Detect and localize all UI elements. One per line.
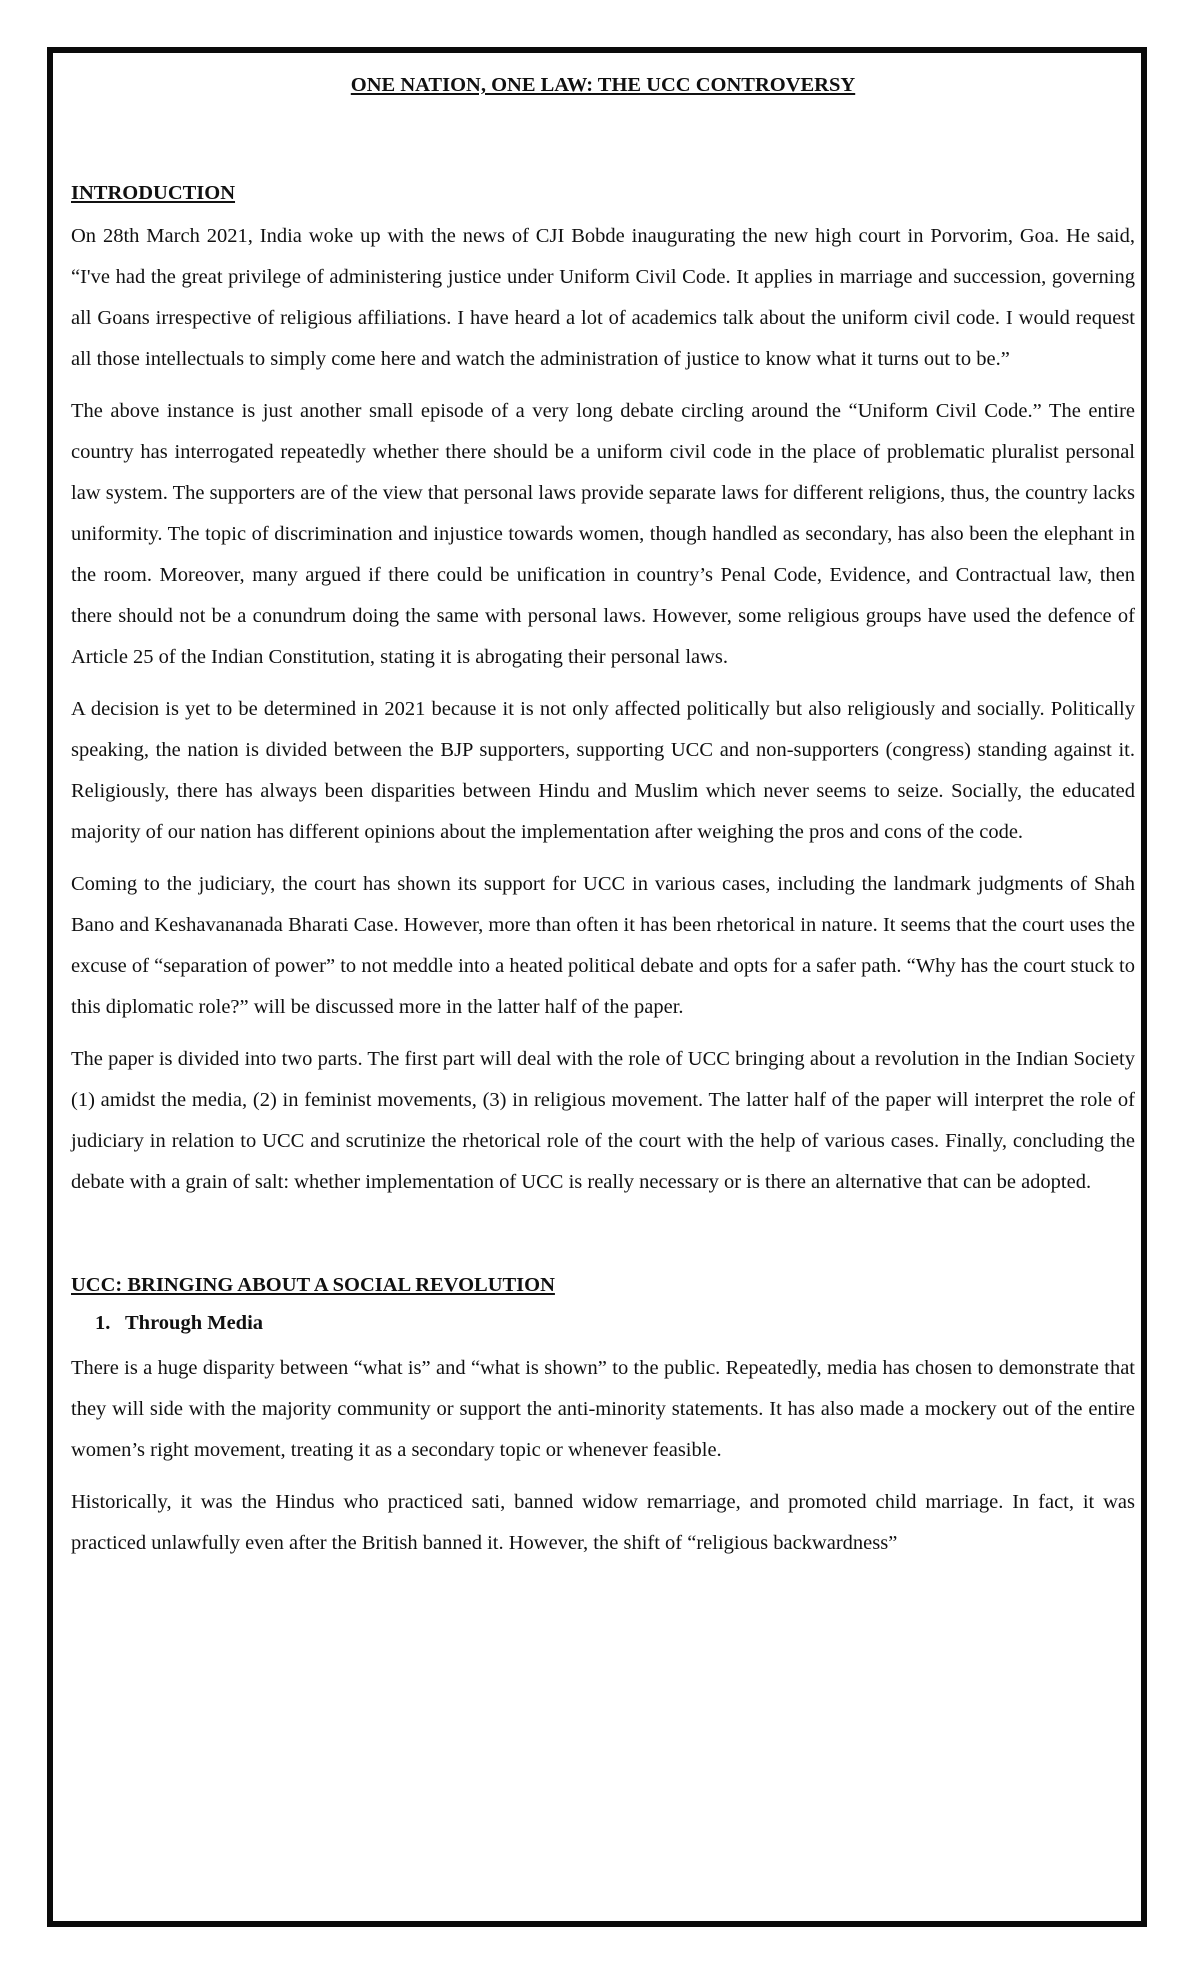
section-spacer bbox=[71, 1214, 1135, 1270]
introduction-heading: INTRODUCTION bbox=[71, 182, 236, 204]
social-revolution-heading: UCC: BRINGING ABOUT A SOCIAL REVOLUTION bbox=[71, 1274, 555, 1296]
subsection-heading bbox=[71, 1308, 1135, 1338]
media-paragraph-2: Historically, it was the Hindus who practiced sati, banned widow remarriage, and promoted child marriage. In fact, it was practiced unlawfully even after the British banned it. However, the shift of “religious backwardness” bbox=[71, 1491, 1135, 1554]
intro-paragraph-1: On 28th March 2021, India woke up with the news of CJI Bobde inaugurating the new high court in Porvorim, Goa. He said, “I've had the great privilege of administering justice under Uniform Civil Code. It applies in marriage and succession, governing all Goans irrespective of religious affiliations. I have heard a lot of academics talk about the uniform civil code. I would request all those intellectuals to simply come here and watch the administration of justice to know what it turns out to be.” bbox=[71, 225, 1135, 370]
intro-paragraph-2: The above instance is just another small episode of a very long debate circling around the “Uniform Civil Code.” The entire country has interrogated repeatedly whether there should be a uniform civil code in the place of problematic pluralist personal law system. The supporters are of the view that personal laws provide separate laws for different religions, thus, the country lacks uniformity. The topic of discrimination and injustice towards women, though handled as secondary, has also been the elephant in the room. Moreover, many argued if there could be unification in country’s Penal Code, Evidence, and Contractual law, then there should not be a conundrum doing the same with personal laws. However, some religious groups have used the defence of Article 25 of the Indian Constitution, stating it is abrogating their personal laws. bbox=[71, 400, 1135, 668]
document-body bbox=[71, 70, 1135, 1575]
document-title: ONE NATION, ONE LAW: THE UCC CONTROVERSY bbox=[350, 74, 856, 96]
subsection-title: Through Media bbox=[125, 1312, 264, 1334]
subsection-number: 1. bbox=[95, 1312, 111, 1334]
intro-paragraph-3: A decision is yet to be determined in 2021 because it is not only affected politically but also religiously and socially. Politically speaking, the nation is divided between the BJP supporters, supporting UCC and non-supporters (congress) standing against it. Religiously, there has always been disparities between Hindu and Muslim which never seems to seize. Socially, the educated majority of our nation has different opinions about the implementation after weighing the pros and cons of the code. bbox=[71, 698, 1135, 843]
intro-paragraph-5: The paper is divided into two parts. The first part will deal with the role of UCC bringing about a revolution in the Indian Society (1) amidst the media, (2) in feminist movements, (3) in religious movement. The latter half of the paper will interpret the role of judiciary in relation to UCC and scrutinize the rhetorical role of the court with the help of various cases. Finally, concluding the debate with a grain of salt: whether implementation of UCC is really necessary or is there an alternative that can be adopted. bbox=[71, 1048, 1135, 1193]
intro-paragraph-4: Coming to the judiciary, the court has shown its support for UCC in various cases, including the landmark judgments of Shah Bano and Keshavananada Bharati Case. However, more than often it has been rhetorical in nature. It seems that the court uses the excuse of “separation of power” to not meddle into a heated political debate and opts for a safer path. “Why has the court stuck to this diplomatic role?” will be discussed more in the latter half of the paper. bbox=[71, 873, 1135, 1018]
media-paragraph-1: There is a huge disparity between “what is” and “what is shown” to the public. Repeatedly, media has chosen to demonstrate that they will side with the majority community or support the anti-minority statements. It has also made a mockery out of the entire women’s right movement, treating it as a secondary topic or whenever feasible. bbox=[71, 1357, 1135, 1461]
